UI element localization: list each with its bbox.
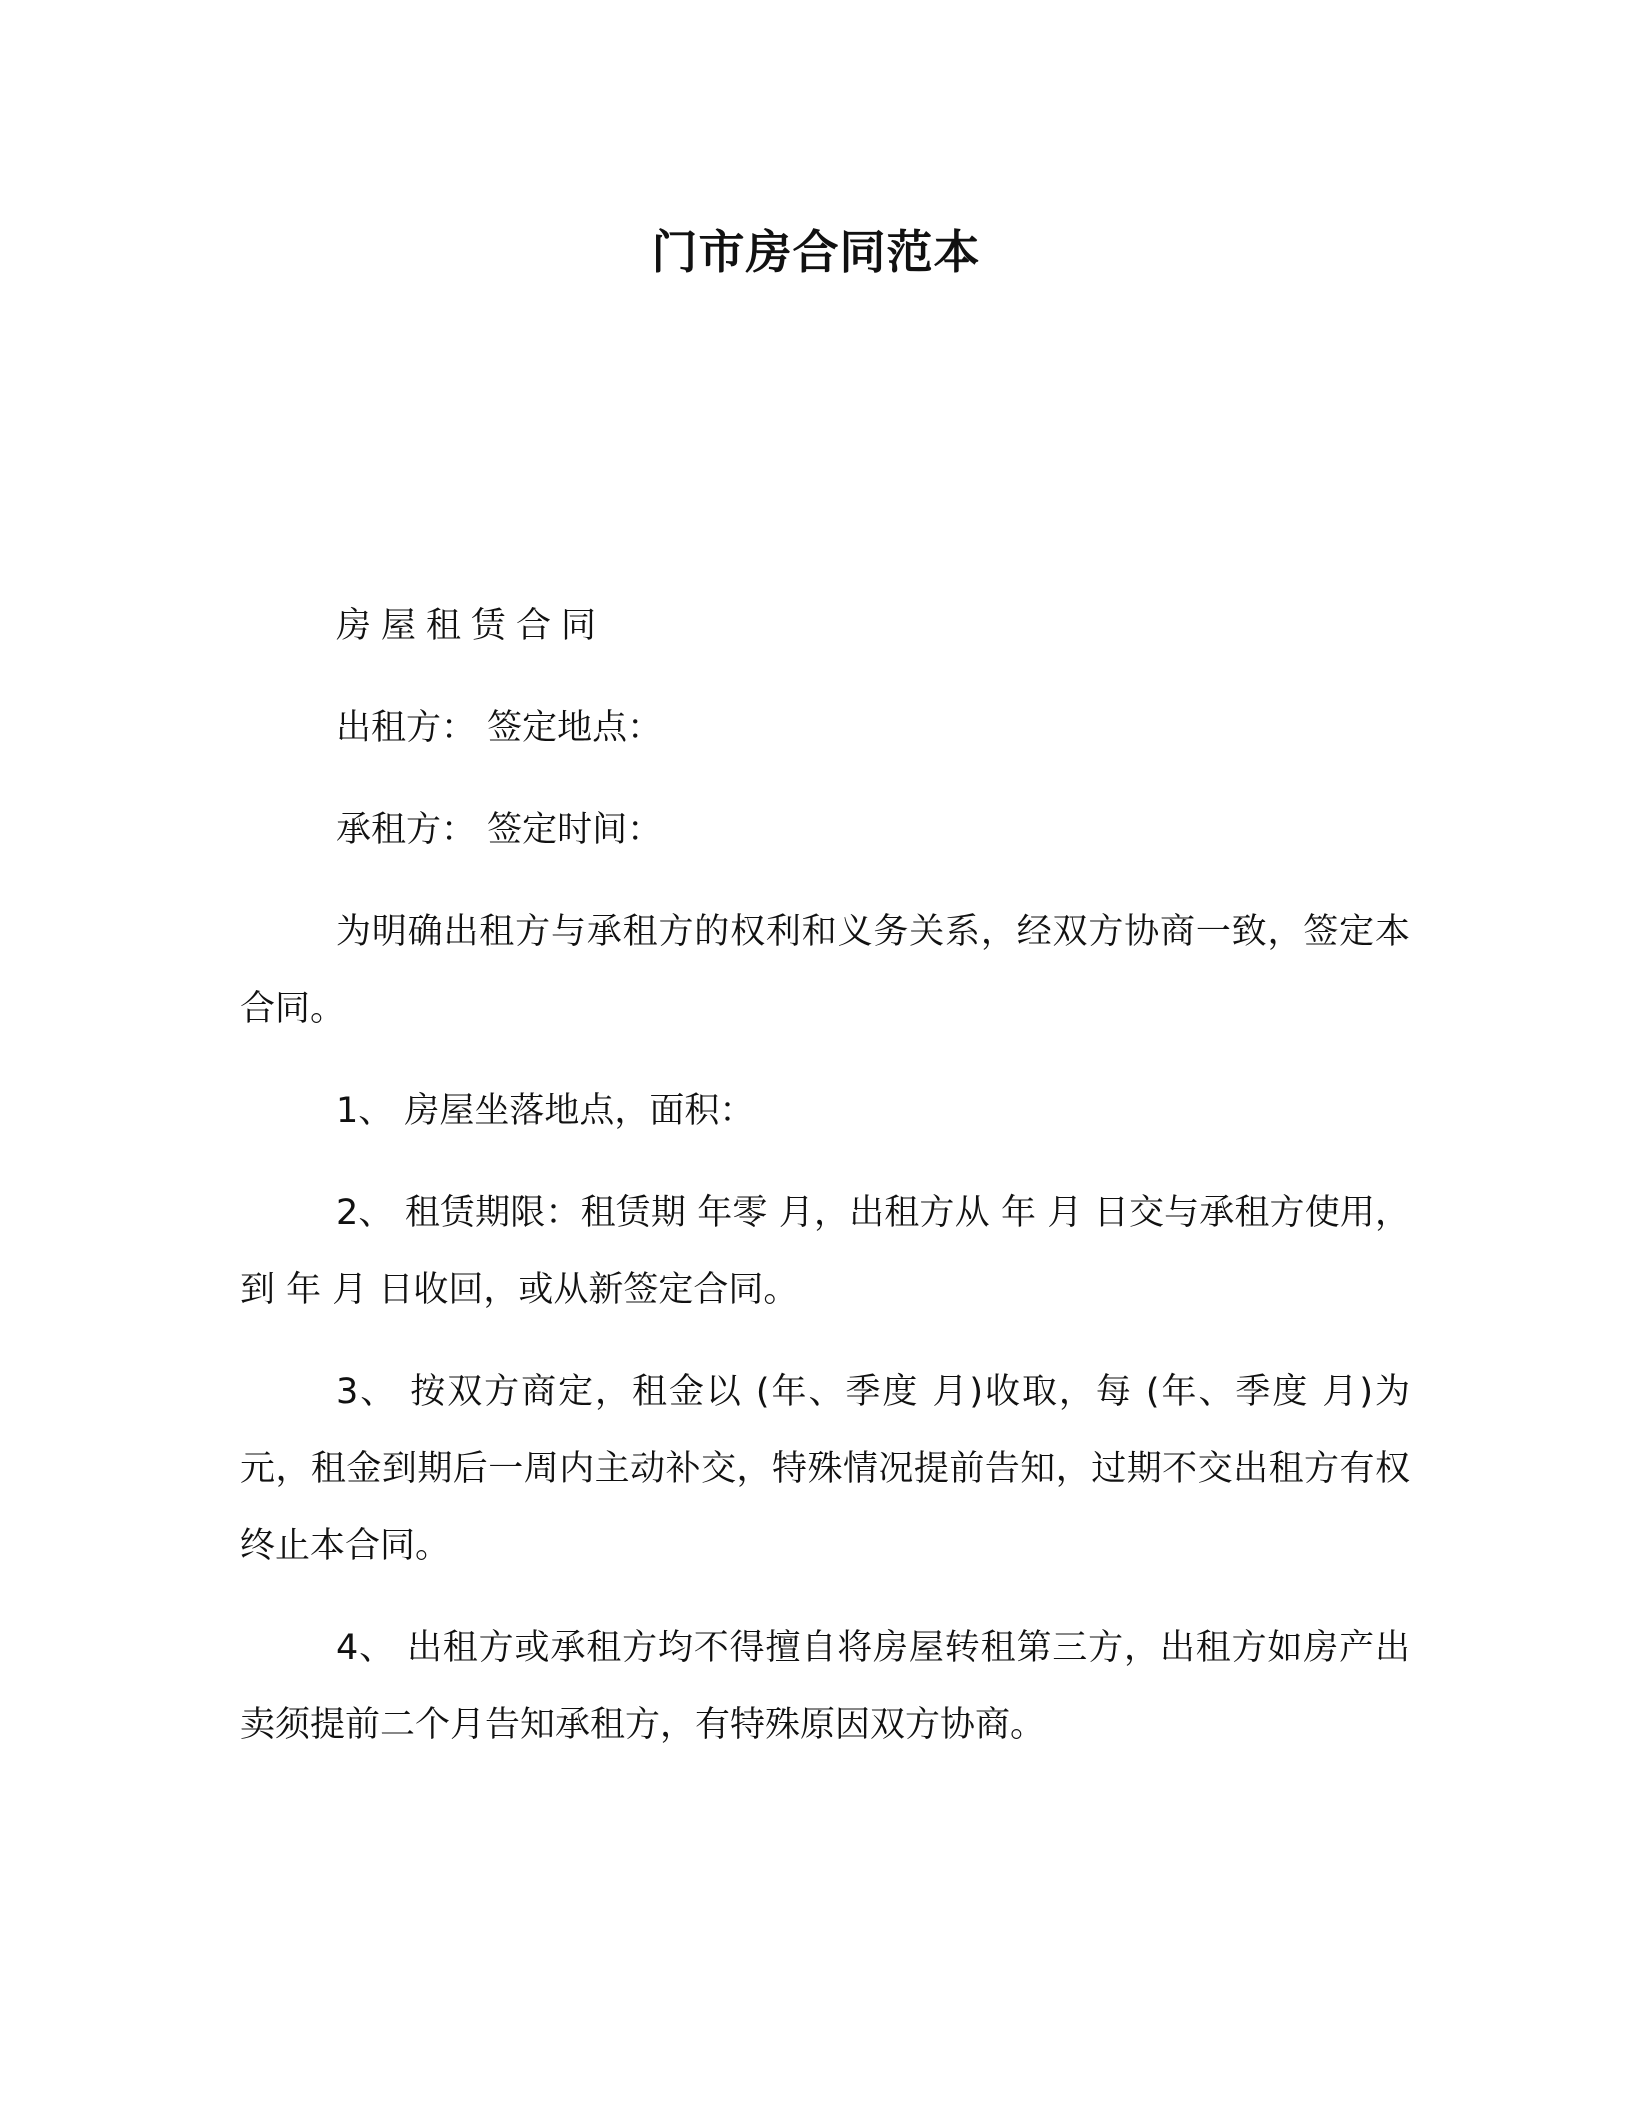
clause-3: 3、 按双方商定，租金以 (年、季度 月)收取，每 (年、季度 月)为 元，租金到期后一周内主动补交，特殊情况提前告知，过期不交出租方有权终止本合同。: [240, 1372, 1410, 1566]
lessee-line: 承租方： 签定时间：: [336, 810, 663, 850]
clause-4: 4、 出租方或承租方均不得擅自将房屋转租第三方，出租方如房产出卖须提前二个月告知承租方，有特殊原因双方协商。: [240, 1628, 1410, 1745]
clause-2: 2、 租赁期限：租赁期 年零 月，出租方从 年 月 日交与承租方使用，到 年 月 日收回，或从新签定合同。: [240, 1193, 1410, 1310]
preamble-paragraph: 为明确出租方与承租方的权利和义务关系，经双方协商一致，签定本合同。: [240, 912, 1410, 1029]
contract-subtitle: 房屋租赁合同: [336, 606, 607, 646]
lessor-line: 出租方： 签定地点：: [336, 708, 663, 748]
clause-1: 1、 房屋坐落地点，面积：: [336, 1091, 755, 1131]
document-body: [240, 588, 1410, 1789]
document-title: 门市房合同范本: [651, 225, 981, 279]
